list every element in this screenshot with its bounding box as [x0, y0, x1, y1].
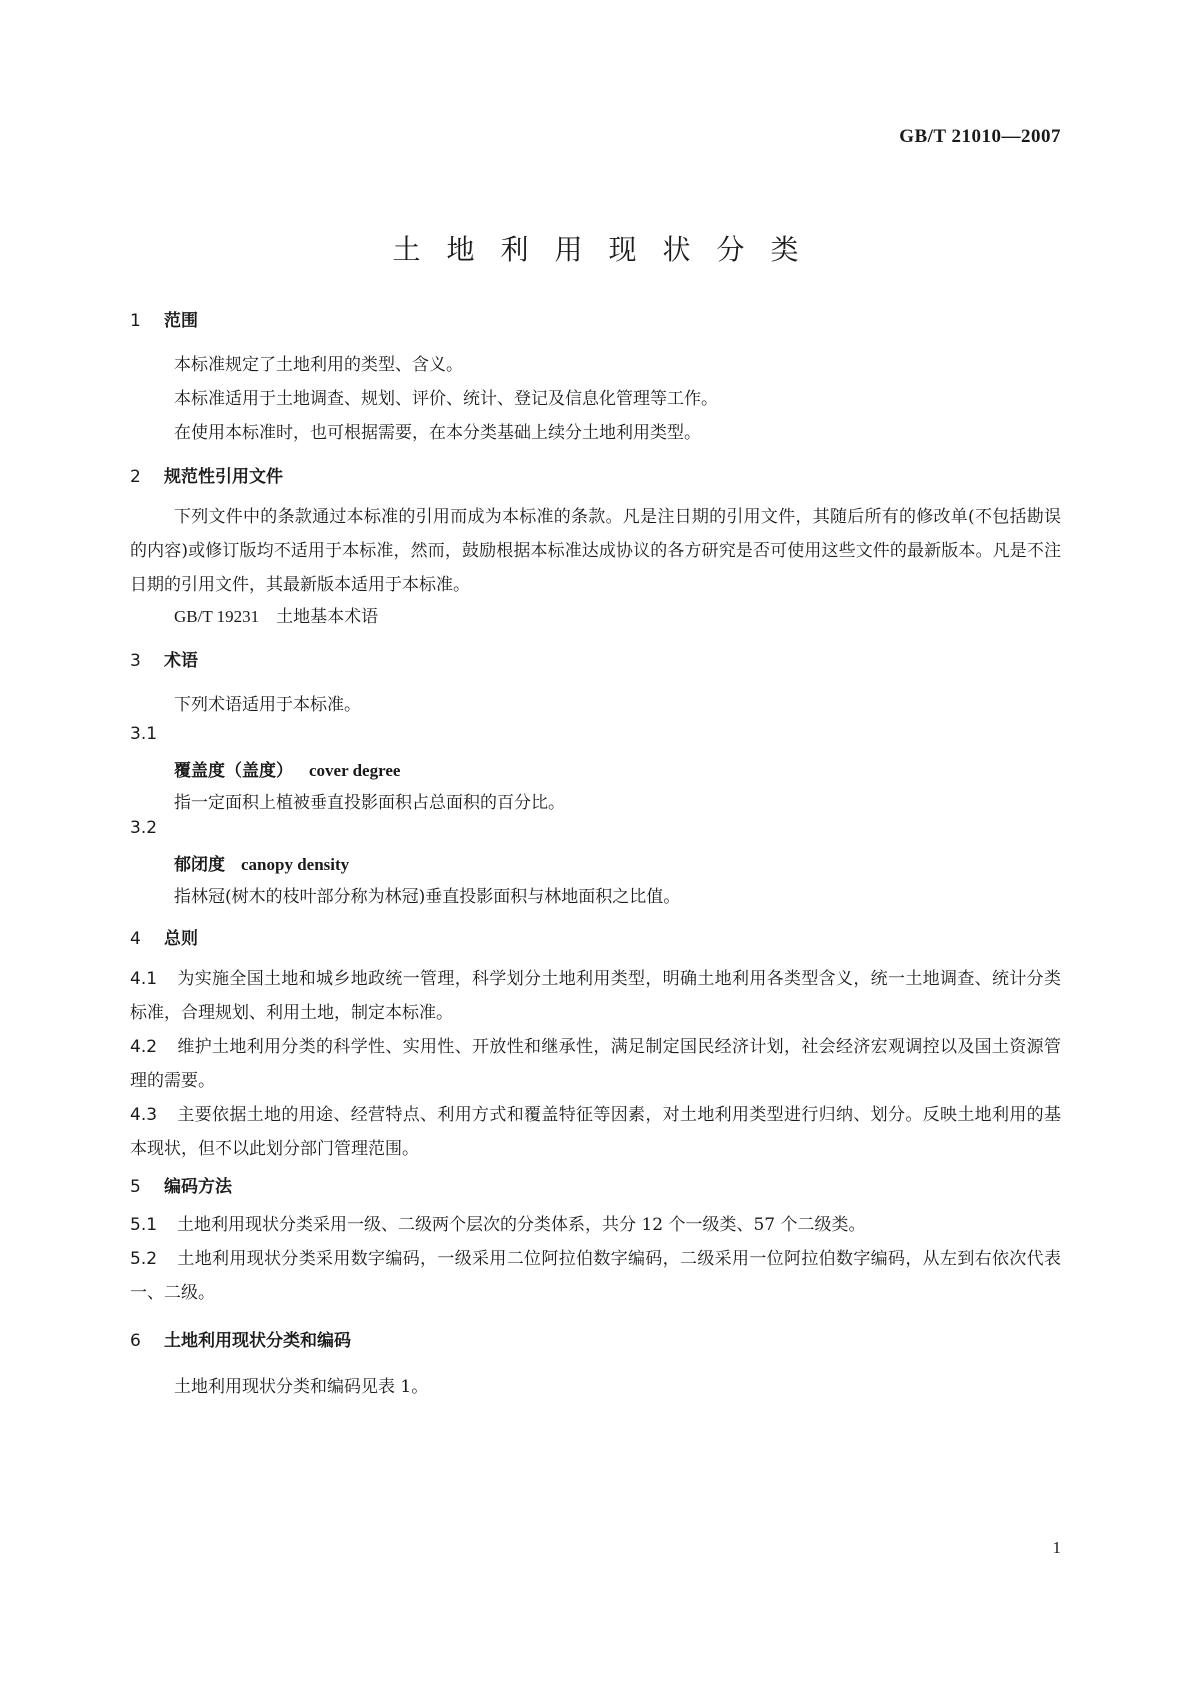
term-3-1-number: 3.1: [130, 724, 158, 744]
term-name: 覆盖度（盖度）: [174, 761, 293, 781]
clause-number: 5.2: [130, 1249, 158, 1269]
document-title: 土地利用现状分类: [392, 233, 825, 266]
term-english: cover degree: [309, 761, 401, 780]
clause-text: 土地利用现状分类采用数字编码，一级采用二位阿拉伯数字编码，二级采用一位阿拉伯数字编码，从左到右依次代表一、二级。: [130, 1249, 1061, 1303]
section-number: 6: [130, 1331, 141, 1351]
section-number: 3: [130, 651, 141, 671]
clause-number: 4.2: [130, 1037, 158, 1057]
section-title: 编码方法: [164, 1177, 232, 1197]
standard-number: GB/T 21010—2007: [899, 126, 1061, 147]
clause-text: 为实施全国土地和城乡地政统一管理，科学划分土地利用类型，明确土地利用各类型含义，统一土地调查、统计分类标准，合理规划、利用土地，制定本标准。: [130, 969, 1061, 1023]
clause-5-1: [130, 1208, 1061, 1242]
section-6-paragraph: 土地利用现状分类和编码见表 1。: [174, 1377, 429, 1397]
section-3-heading: [130, 646, 198, 671]
section-number: 2: [130, 467, 141, 487]
clause-number: 4.1: [130, 969, 158, 989]
section-6-heading: [130, 1326, 351, 1351]
clause-number: 5.1: [130, 1215, 158, 1235]
section-2-heading: [130, 462, 283, 487]
section-number: 5: [130, 1177, 141, 1197]
clause-text: 维护土地利用分类的科学性、实用性、开放性和继承性，满足制定国民经济计划，社会经济宏观调控以及国土资源管理的需要。: [130, 1037, 1061, 1091]
term-name: 郁闭度: [174, 855, 225, 875]
section-title: 术语: [164, 651, 198, 671]
term-3-2-number: 3.2: [130, 818, 158, 838]
section-title: 土地利用现状分类和编码: [164, 1331, 351, 1351]
section-2-paragraph: 下列文件中的条款通过本标准的引用而成为本标准的条款。凡是注日期的引用文件，其随后所有的修改单(不包括勘误的内容)或修订版均不适用于本标准，然而，鼓励根据本标准达成协议的各方研究是否可使用这些文件的最新版本。凡是不注日期的引用文件，其最新版本适用于本标准。: [130, 507, 1061, 595]
term-3-2: [174, 850, 349, 875]
section-title: 规范性引用文件: [164, 467, 283, 487]
section-title: 范围: [164, 311, 198, 331]
section-3-intro: 下列术语适用于本标准。: [174, 695, 361, 715]
term-3-1-definition: 指一定面积上植被垂直投影面积占总面积的百分比。: [174, 793, 565, 813]
page-number: 1: [1052, 1538, 1061, 1557]
clause-5-2: [130, 1242, 1061, 1310]
section-title: 总则: [164, 929, 198, 949]
clause-text: 土地利用现状分类采用一级、二级两个层次的分类体系，共分 12 个一级类、57 个二级类。: [177, 1215, 866, 1235]
clause-4-3: [130, 1098, 1061, 1166]
clause-number: 4.3: [130, 1105, 158, 1125]
term-3-2-definition: 指林冠(树木的枝叶部分称为林冠)垂直投影面积与林地面积之比值。: [174, 887, 681, 907]
section-1-para-3: 在使用本标准时，也可根据需要，在本分类基础上续分土地利用类型。: [174, 423, 701, 443]
section-1-para-1: 本标准规定了土地利用的类型、含义。: [174, 355, 463, 375]
term-3-1: [174, 756, 400, 781]
normative-reference: GB/T 19231 土地基本术语: [174, 607, 379, 626]
section-number: 1: [130, 311, 141, 331]
section-1-para-2: 本标准适用于土地调查、规划、评价、统计、登记及信息化管理等工作。: [174, 389, 718, 409]
section-1-heading: [130, 306, 198, 331]
section-number: 4: [130, 929, 141, 949]
clause-4-2: [130, 1030, 1061, 1098]
clause-text: 主要依据土地的用途、经营特点、利用方式和覆盖特征等因素，对土地利用类型进行归纳、划分。反映土地利用的基本现状，但不以此划分部门管理范围。: [130, 1105, 1061, 1159]
term-english: canopy density: [241, 855, 350, 874]
clause-4-1: [130, 962, 1061, 1030]
section-5-heading: [130, 1172, 232, 1197]
section-4-heading: [130, 924, 198, 949]
